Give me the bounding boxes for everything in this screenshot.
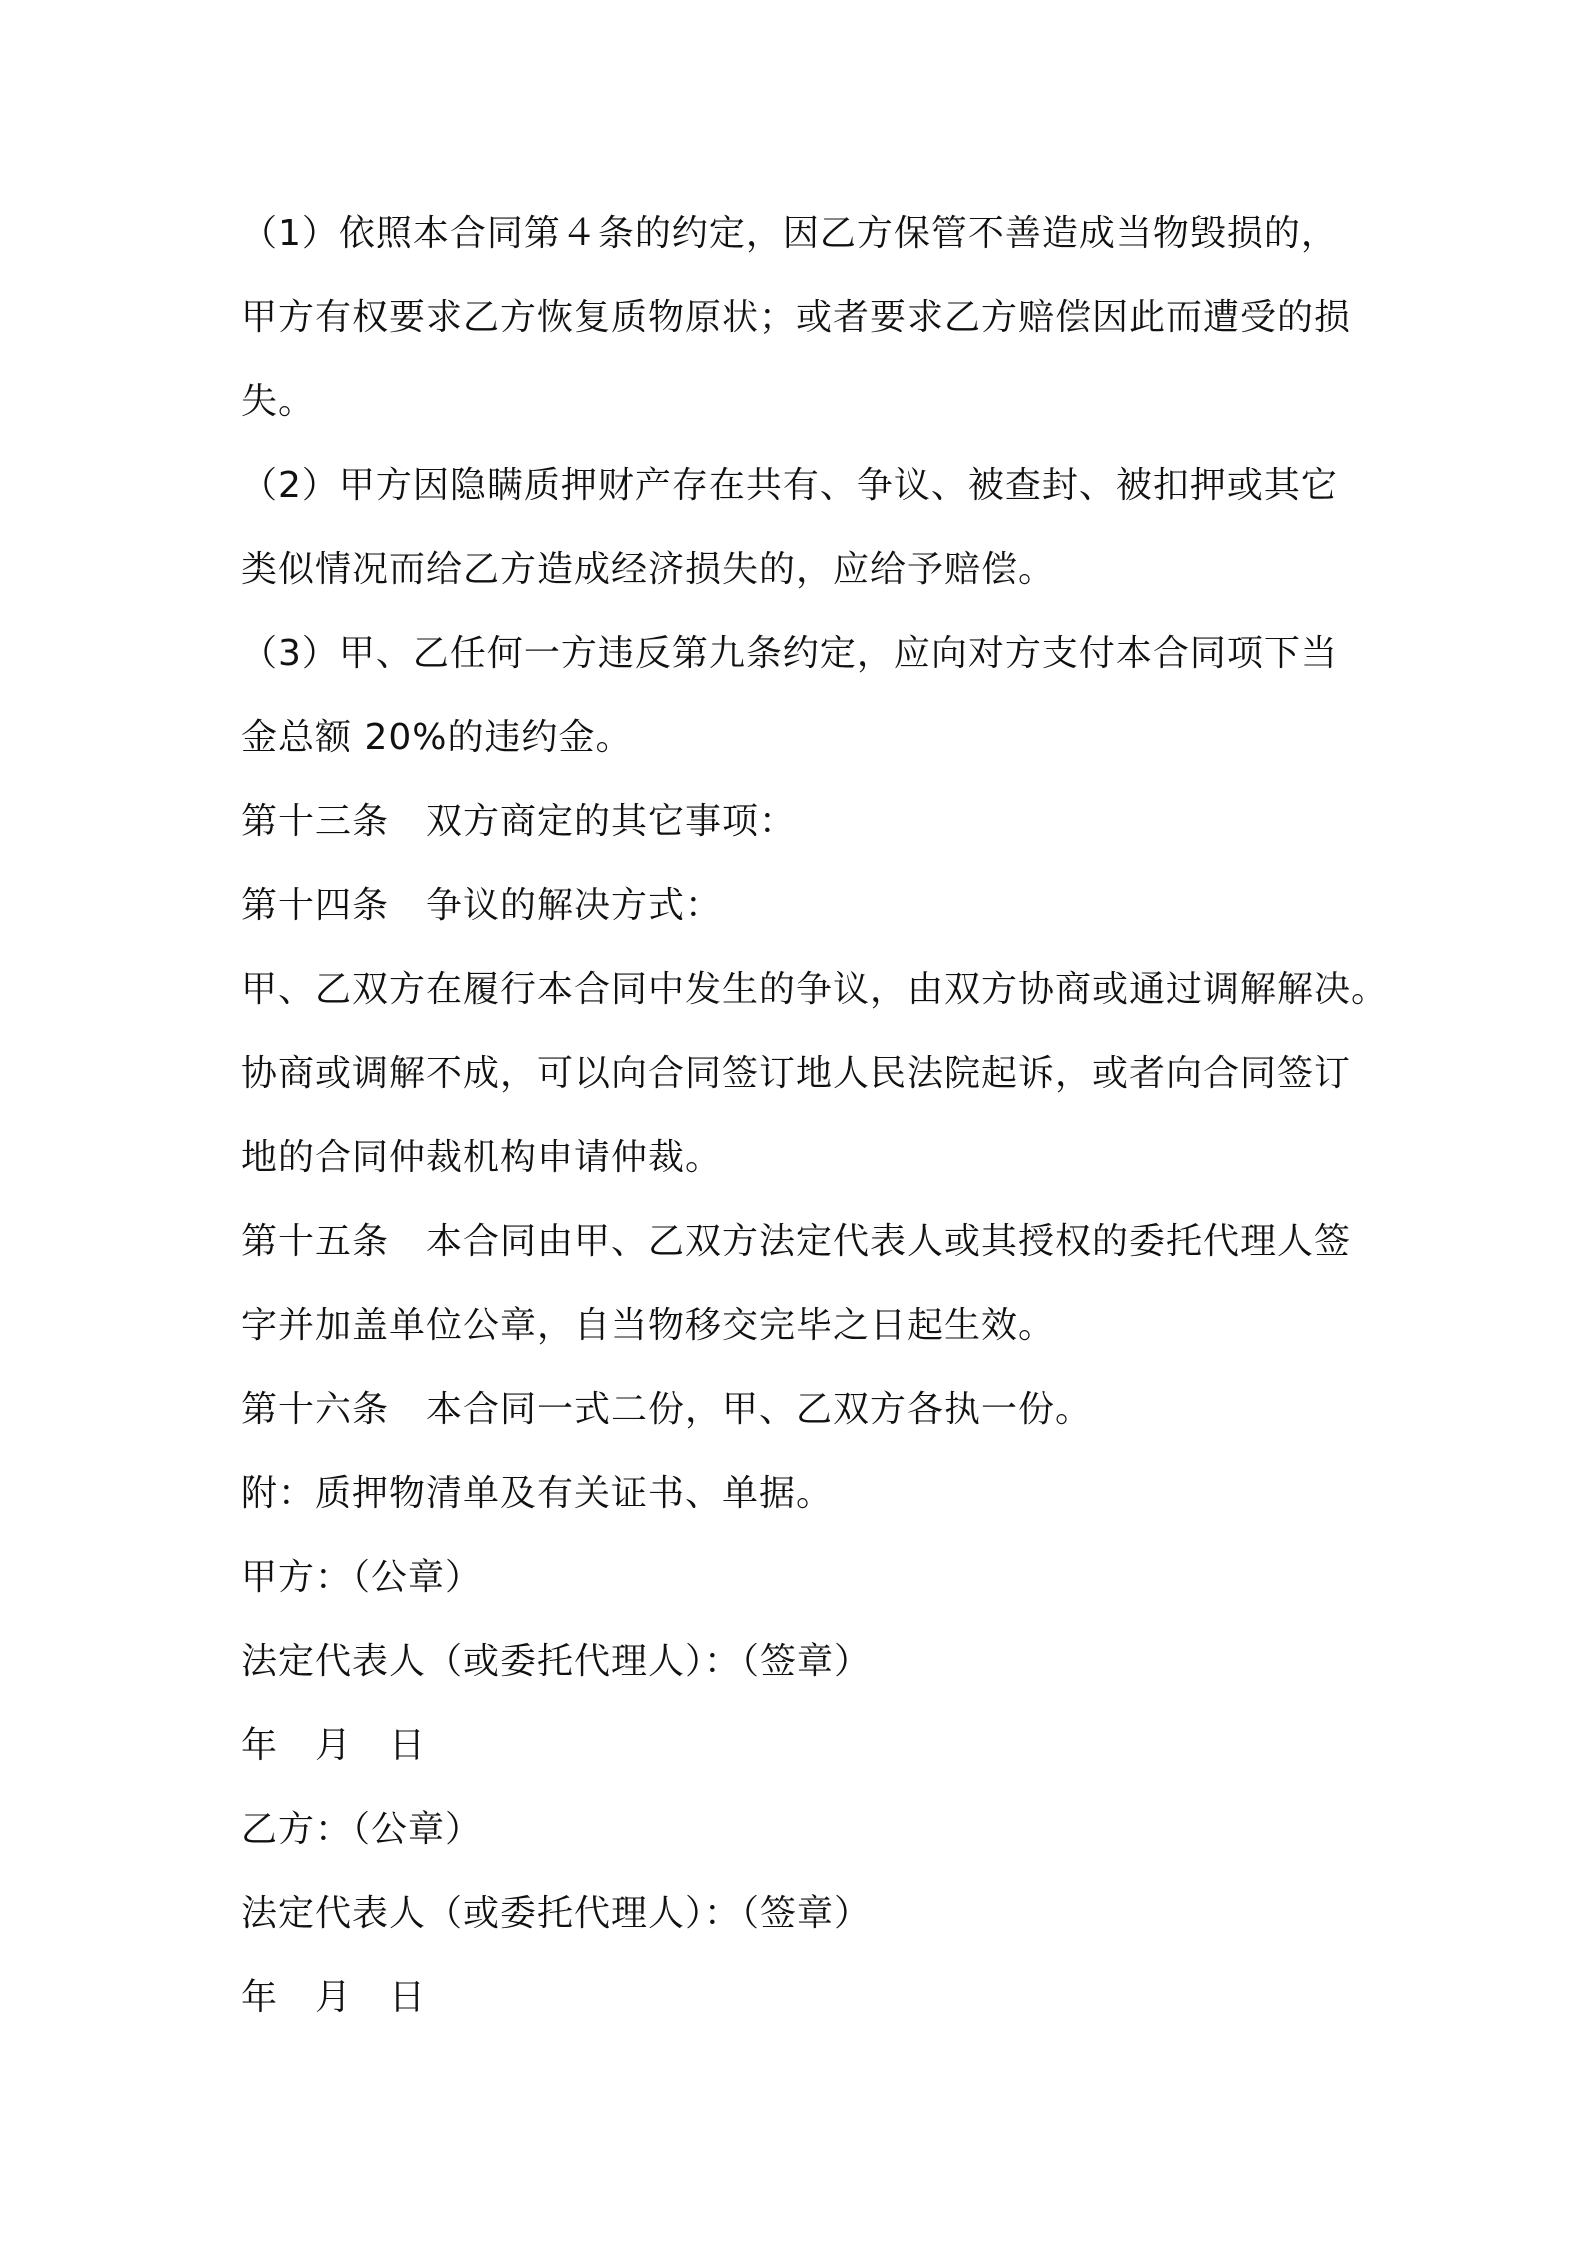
clause-15-line-2: 字并加盖单位公章，自当物移交完毕之日起生效。 [241,1305,1056,1346]
clause-12-item-3-line-1: （3）甲、乙任何一方违反第九条约定，应向对方支付本合同项下当 [241,633,1338,674]
clause-13-heading: 第十三条 双方商定的其它事项： [241,801,797,842]
document-body [241,192,1389,2040]
party-a-date-label: 年 月 日 [241,1725,427,1766]
clause-12-item-2-line-2: 类似情况而给乙方造成经济损失的，应给予赔偿。 [241,549,1056,590]
clause-14-text-line-1: 甲、乙双方在履行本合同中发生的争议，由双方协商或通过调解解决。 [241,969,1389,1010]
clause-15-line-1: 第十五条 本合同由甲、乙双方法定代表人或其授权的委托代理人签 [241,1221,1352,1262]
clause-14-heading: 第十四条 争议的解决方式： [241,885,723,926]
clause-16: 第十六条 本合同一式二份，甲、乙双方各执一份。 [241,1389,1093,1430]
party-b-date-label: 年 月 日 [241,1977,427,2018]
party-a-representative-label: 法定代表人（或委托代理人）：（签章） [241,1641,872,1682]
party-b-seal-label: 乙方：（公章） [241,1809,483,1850]
clause-14-text-line-2: 协商或调解不成，可以向合同签订地人民法院起诉，或者向合同签订 [241,1053,1352,1094]
clause-12-item-1-line-3: 失。 [241,381,316,422]
clause-12-item-1-line-1: （1）依照本合同第４条的约定，因乙方保管不善造成当物毁损的， [241,213,1338,254]
clause-12-item-2-line-1: （2）甲方因隐瞒质押财产存在共有、争议、被查封、被扣押或其它 [241,465,1338,506]
clause-12-item-1-line-2: 甲方有权要求乙方恢复质物原状；或者要求乙方赔偿因此而遭受的损 [241,297,1352,338]
clause-12-item-3-line-2: 金总额 20%的违约金。 [241,717,633,758]
attachment-note: 附：质押物清单及有关证书、单据。 [241,1473,834,1514]
party-a-seal-label: 甲方：（公章） [241,1557,483,1598]
clause-14-text-line-3: 地的合同仲裁机构申请仲裁。 [241,1137,723,1178]
party-b-representative-label: 法定代表人（或委托代理人）：（签章） [241,1893,872,1934]
